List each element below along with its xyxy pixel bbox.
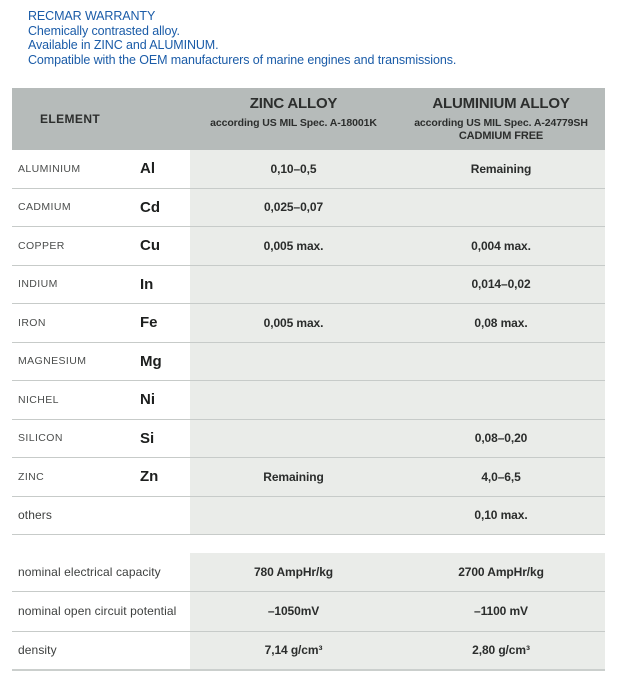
element-name: NICHEL [18,393,59,406]
element-symbol: Mg [140,352,162,370]
aluminium-value: 0,08–0,20 [397,420,605,458]
aluminium-value: 4,0–6,5 [397,458,605,496]
aluminium-value: 2700 AmpHr/kg [397,553,605,591]
table-row [12,304,605,343]
table-row [12,189,605,228]
zinc-value: 0,005 max. [190,304,397,342]
zinc-value: Remaining [190,458,397,496]
aluminium-value: 0,10 max. [397,497,605,535]
element-name: IRON [18,316,46,329]
property-label: density [18,643,57,658]
table-row [12,343,605,382]
table-row [12,381,605,420]
element-symbol: Al [140,160,155,178]
table-row [12,458,605,497]
intro-line-warranty: RECMAR WARRANTY [28,9,156,23]
element-name: COPPER [18,239,65,252]
property-label: nominal electrical capacity [18,565,161,580]
element-name: CADMIUM [18,201,71,214]
element-symbol: Cd [140,198,160,216]
intro-line-compatible: Compatible with the OEM manufacturers of marine engines and transmissions. [28,52,457,67]
aluminium-alloy-title: ALUMINIUM ALLOY [432,95,570,112]
element-symbol: Cu [140,237,160,255]
element-symbol: Si [140,429,155,447]
element-symbol: Fe [140,314,158,332]
table-row [12,266,605,305]
zinc-value [190,381,397,419]
zinc-value [190,266,397,304]
cadmium-free-label: CADMIUM FREE [458,130,544,142]
intro-text [28,9,456,67]
table-header [12,88,605,150]
table-row [12,420,605,459]
zinc-value: –1050mV [190,592,397,630]
aluminium-value: –1100 mV [397,592,605,630]
zinc-value: 0,005 max. [190,227,397,265]
aluminium-value: 0,014–0,02 [397,266,605,304]
element-name: INDIUM [18,278,58,291]
property-rows [12,553,605,671]
aluminium-value [397,343,605,381]
property-label: nominal open circuit potential [18,604,177,619]
zinc-value: 7,14 g/cm³ [190,632,397,669]
aluminium-value [397,381,605,419]
aluminium-value: 0,004 max. [397,227,605,265]
aluminium-value: 0,08 max. [397,304,605,342]
header-element-label: ELEMENT [40,112,101,126]
element-name: SILICON [18,432,63,445]
element-rows [12,150,605,535]
zinc-alloy-title: ZINC ALLOY [249,95,338,112]
table-row [12,632,605,671]
table-row [12,150,605,189]
zinc-value [190,420,397,458]
zinc-alloy-spec: according US MIL Spec. A-18001K [210,117,377,129]
element-symbol: Ni [140,391,155,409]
element-symbol: In [140,275,154,293]
table-row [12,227,605,266]
element-name: others [18,508,52,523]
header-zinc-column [190,88,397,150]
zinc-value: 780 AmpHr/kg [190,553,397,591]
section-divider-gap [12,535,605,553]
zinc-value: 0,025–0,07 [190,189,397,227]
element-symbol: Zn [140,468,159,486]
aluminium-value [397,189,605,227]
table-row [12,553,605,592]
zinc-value [190,343,397,381]
zinc-value [190,497,397,535]
aluminium-value: 2,80 g/cm³ [397,632,605,669]
table-row [12,497,605,536]
alloy-composition-table [12,88,605,671]
header-aluminium-column [397,88,605,150]
element-name: ALUMINIUM [18,162,81,175]
element-name: ZINC [18,470,45,483]
table-row [12,592,605,631]
intro-line-available: Available in ZINC and ALUMINUM. [28,38,219,52]
aluminium-value: Remaining [397,150,605,188]
element-name: MAGNESIUM [18,355,87,368]
intro-line-alloy: Chemically contrasted alloy. [28,23,180,38]
aluminium-alloy-spec: according US MIL Spec. A-24779SH [414,117,588,129]
zinc-value: 0,10–0,5 [190,150,397,188]
element-symbol [140,497,190,535]
